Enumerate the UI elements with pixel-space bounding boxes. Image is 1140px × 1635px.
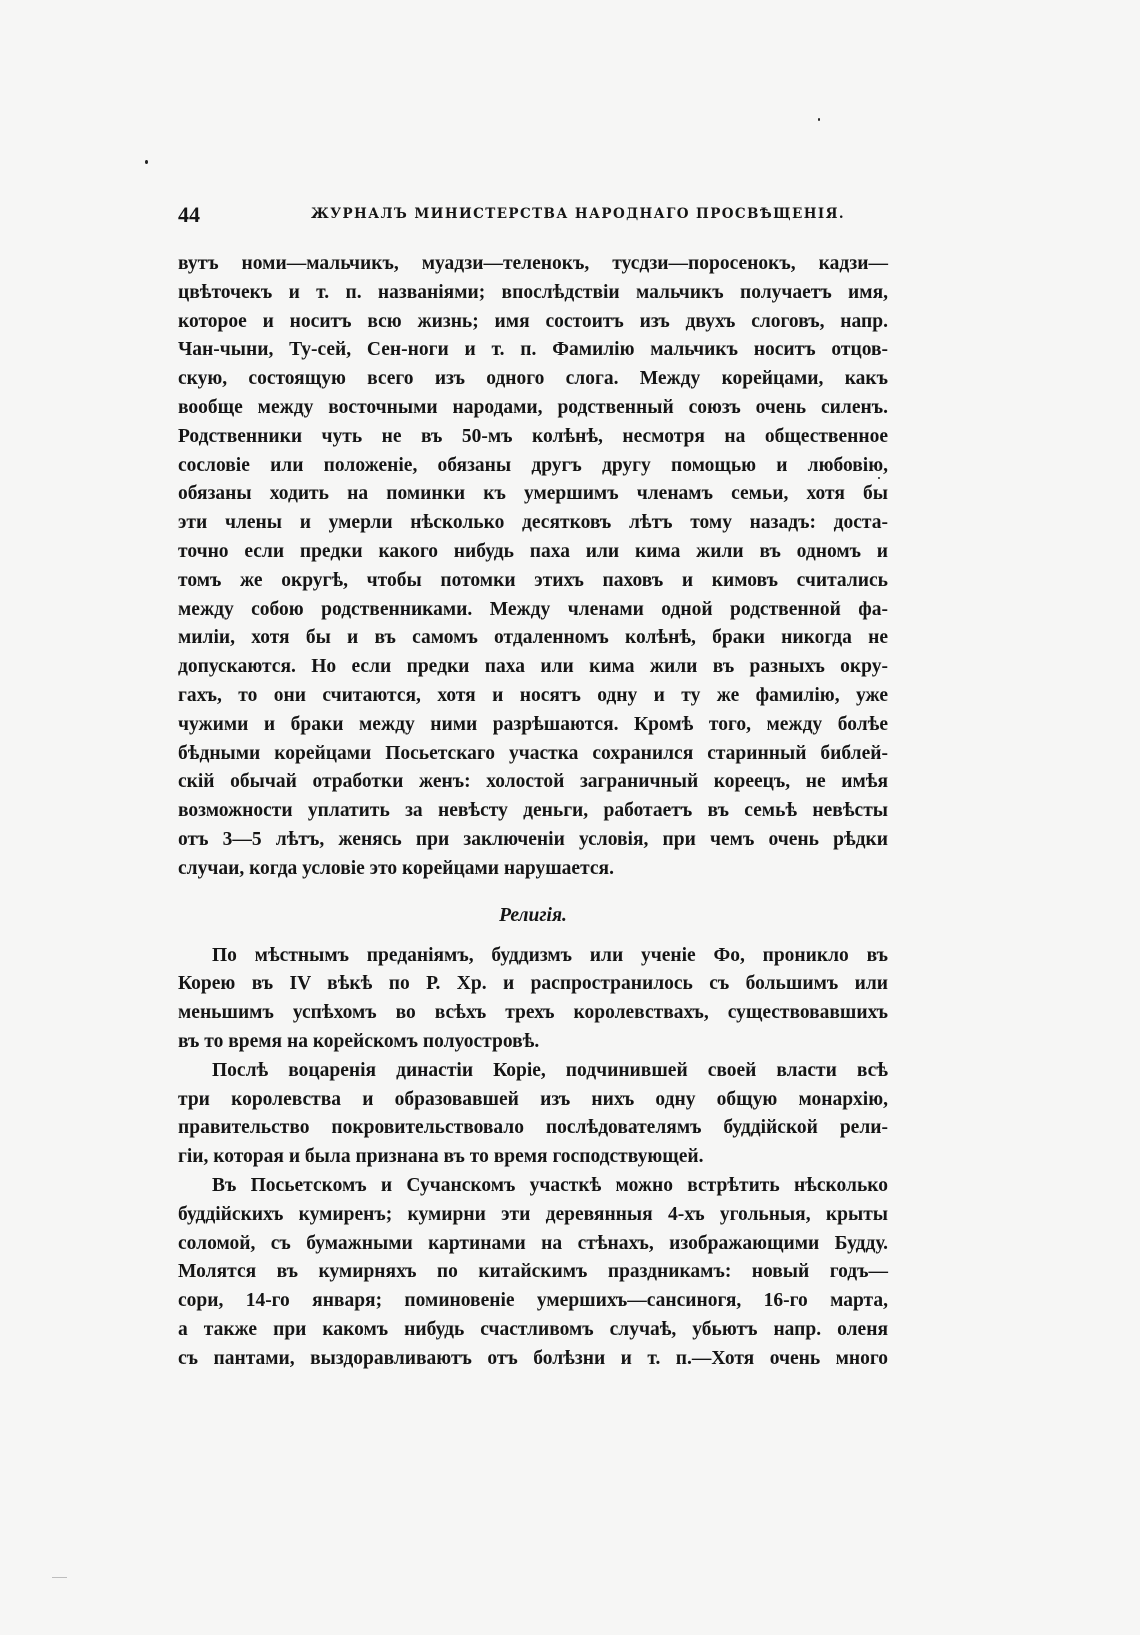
text-line: буддійскихъ кумиренъ; кумирни эти деревянныя 4-хъ угольныя, крыты: [178, 1203, 888, 1225]
page-header: [178, 202, 888, 232]
text-line: правительство покровительствовало послѣдователямъ буддійской рели-: [178, 1117, 888, 1139]
text-line: вутъ номи—мальчикъ, муадзи—теленокъ, тусдзи—поросенокъ, кадзи—: [178, 253, 888, 274]
text-line: цвѣточекъ и т. п. названіями; впослѣдствіи мальчикъ получаетъ имя,: [178, 281, 888, 303]
paragraph-korie-dynasty: [178, 1057, 888, 1172]
text-line: Родственники чуть не въ 50-мъ колѣнѣ, несмотря на общественное: [178, 425, 888, 447]
text-line: въ то время на корейскомъ полуостровѣ.: [178, 1030, 540, 1052]
ink-speck: [145, 160, 148, 164]
text-line: Послѣ воцаренія династіи Коріе, подчинившей своей власти всѣ: [212, 1059, 888, 1081]
text-line: возможности уплатить за невѣсту деньги, работаетъ въ семьѣ невѣсты: [178, 800, 888, 822]
text-line: гіи, которая и была признана въ то время господствующей.: [178, 1146, 704, 1168]
text-line: вообще между восточными народами, родственный союзъ очень силенъ.: [178, 396, 888, 418]
ink-speck: [818, 118, 820, 121]
text-line: случаи, когда условіе это корейцами нарушается.: [178, 857, 614, 879]
text-line: отъ 3—5 лѣтъ, женясь при заключеніи условія, при чемъ очень рѣдки: [178, 828, 888, 850]
text-line: По мѣстнымъ преданіямъ, буддизмъ или ученіе Фо, проникло въ: [212, 944, 888, 966]
text-line: соломой, съ бумажными картинами на стѣнахъ, изображающими Будду.: [178, 1232, 888, 1254]
text-line: сори, 14-го января; поминовеніе умершихъ—сансиногя, 16-го марта,: [178, 1290, 888, 1312]
paragraph-buddhism-origin: [178, 942, 888, 1057]
text-line: три королевства и образовавшей изъ нихъ одну общую монархію,: [178, 1088, 888, 1110]
text-line: допускаются. Но если предки паха или кима жили въ разныхъ окру-: [178, 656, 888, 678]
text-line: эти члены и умерли нѣсколько десятковъ лѣтъ тому назадъ: доста-: [178, 512, 888, 534]
text-line: бѣдными корейцами Посьетскаго участка сохранился старинный библей-: [178, 742, 888, 764]
text-line: которое и носитъ всю жизнь; имя состоитъ изъ двухъ слоговъ, напр.: [178, 310, 888, 332]
text-line: скій обычай отработки женъ: холостой заграничный кореецъ, не имѣя: [178, 771, 888, 793]
paragraph-family-customs: [178, 250, 888, 884]
page-number: 44: [178, 202, 200, 227]
text-line: Корею въ IV вѣкѣ по Р. Хр. и распространилось съ большимъ или: [178, 973, 888, 995]
section-heading: Религія.: [499, 904, 567, 926]
text-line: а также при какомъ нибудь счастливомъ случаѣ, убьютъ напр. оленя: [178, 1318, 888, 1340]
running-head: ЖУРНАЛЪ МИНИСТЕРСТВА НАРОДНАГО ПРОСВѢЩЕНІЯ.: [311, 206, 845, 222]
text-line: Чан-чыни, Ту-сей, Сен-ноги и т. п. Фамилію мальчикъ носитъ отцов-: [178, 339, 888, 361]
text-line: гахъ, то они считаются, хотя и носятъ одну и ту же фамилію, уже: [178, 684, 888, 706]
paragraph-temples: [178, 1172, 888, 1374]
text-line: томъ же округѣ, чтобы потомки этихъ паховъ и кимовъ считались: [178, 569, 888, 591]
text-line: скую, состоящую всего изъ одного слога. Между корейцами, какъ: [178, 368, 888, 390]
text-line: миліи, хотя бы и въ самомъ отдаленномъ колѣнѣ, браки никогда не: [178, 627, 888, 649]
margin-rule: [52, 1577, 67, 1578]
text-line: точно если предки какого нибудь паха или кима жили въ одномъ и: [178, 540, 888, 562]
text-line: обязаны ходить на поминки къ умершимъ членамъ семьи, хотя бы: [178, 483, 888, 505]
text-line: Молятся въ кумирняхъ по китайскимъ праздникамъ: новый годъ—: [178, 1261, 888, 1283]
text-line: съ пантами, выздоравливаютъ отъ болѣзни и т. п.—Хотя очень много: [178, 1347, 888, 1369]
text-line: чужими и браки между ними разрѣшаются. Кромѣ того, между болѣе: [178, 713, 888, 735]
text-line: сословіе или положеніе, обязаны другъ другу помощью и любовію,: [178, 454, 888, 476]
text-line: Въ Посьетскомъ и Сучанскомъ участкѣ можно встрѣтить нѣсколько: [212, 1174, 888, 1196]
body-text: [178, 250, 888, 1373]
text-line: между собою родственниками. Между членами одной родственной фа-: [178, 598, 888, 620]
text-line: меньшимъ успѣхомъ во всѣхъ трехъ королевствахъ, существовавшихъ: [178, 1002, 888, 1024]
